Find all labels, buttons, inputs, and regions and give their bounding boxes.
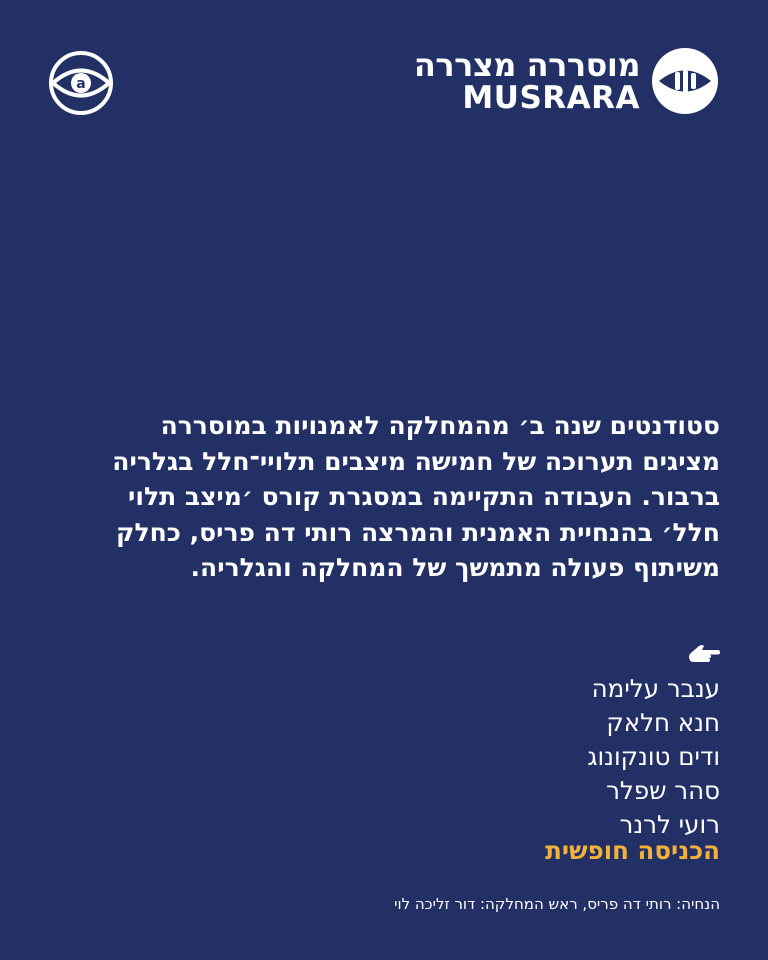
artist-name: רועי לרנר bbox=[619, 810, 720, 839]
logo-hebrew-text: מוסררה מצררה bbox=[413, 45, 640, 84]
eye-a-icon bbox=[48, 50, 114, 116]
artist-name: חנא חלאק bbox=[606, 708, 720, 737]
artist-name: סהר שפלר bbox=[606, 776, 720, 805]
exhibition-description: סטודנטים שנה ב׳ מהמחלקה לאמנויות במוסררה מציגים תערוכה של חמישה מיצבים תלויי־חלל בגלריה ברבור. העבודה התקיימה במסגרת קורס ׳מיצב תלוי חלל׳ בהנחיית האמנית והמרצה רותי דה פריס, כחלק משיתוף פעולה מתמשך של המחלקה והגלריה. bbox=[112, 411, 720, 582]
artist-name: ודים טונקונוג bbox=[587, 742, 720, 771]
logo-wordmark bbox=[413, 45, 640, 116]
musrara-logo bbox=[414, 46, 720, 116]
svg-text:a: a bbox=[76, 76, 86, 92]
credits-line: הנחיה: רותי דה פריס, ראש המחלקה: דור זליכה לוי bbox=[394, 895, 720, 913]
eye-logo-icon bbox=[650, 46, 720, 116]
free-entry-label: הכניסה חופשית bbox=[545, 836, 720, 865]
pointing-hand-icon bbox=[688, 644, 720, 664]
artists-list bbox=[587, 672, 720, 842]
logo-latin-text: MUSRARA bbox=[462, 79, 640, 116]
artist-name: ענבר עלימה bbox=[591, 674, 720, 703]
